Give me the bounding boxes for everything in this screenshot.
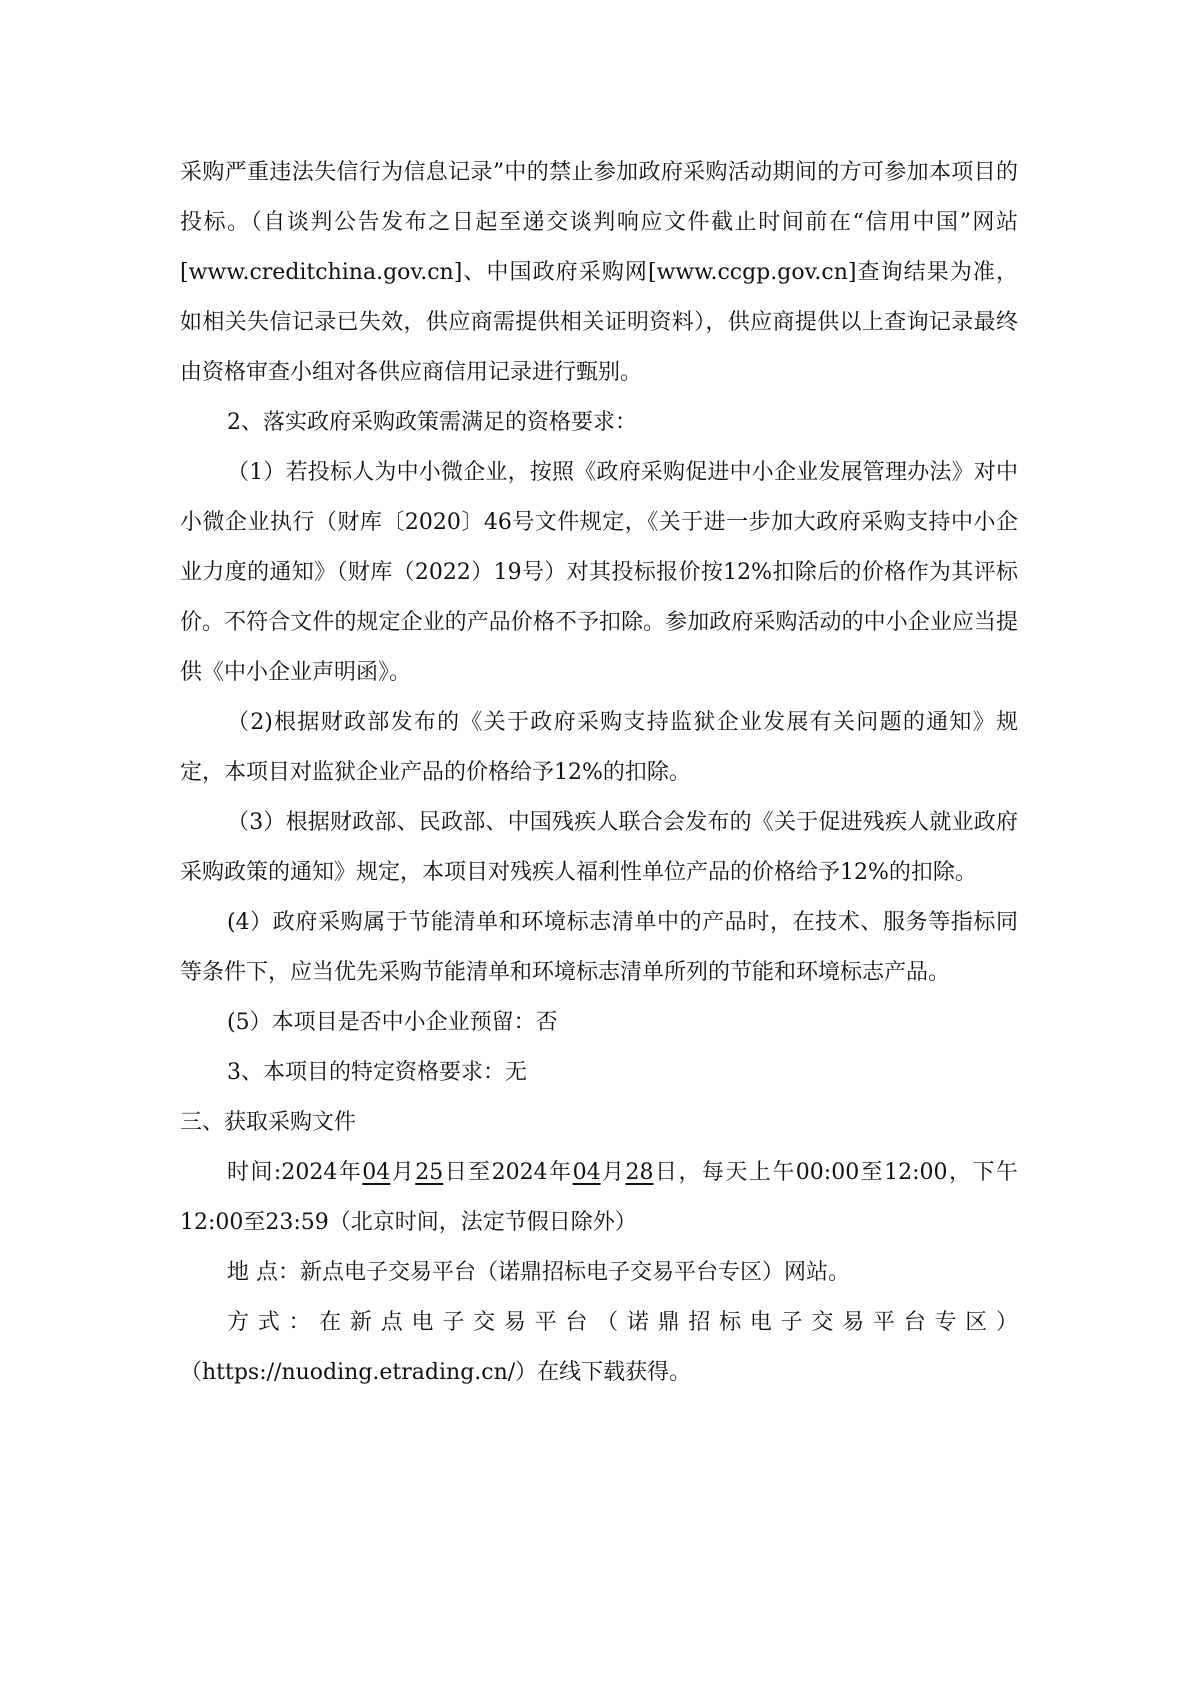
section-heading-obtain-documents: 三、获取采购文件 <box>180 1110 357 1135</box>
sme-reservation-paragraph: (5）本项目是否中小企业预留：否 <box>227 1010 558 1035</box>
start-year: 2024 <box>281 1160 338 1185</box>
month-unit: 月 <box>600 1160 626 1185</box>
end-month: 04 <box>572 1160 601 1185</box>
credit-record-paragraph: 采购严重违法失信行为信息记录”中的禁止参加政府采购活动期间的方可参加本项目的投标。（自谈判公告发布之日起至递交谈判响应文件截止时间前在“信用中国”网站[www.creditchina.gov.cn]、中国政府采购网[www.ccgp.gov.cn]查询结果为准，如相关失信记录已失效，供应商需提供相关证明资料），供应商提供以上查询记录最终由资格审查小组对各供应商信用记录进行甄别。 <box>180 160 1018 385</box>
energy-saving-paragraph: (4）政府采购属于节能清单和环境标志清单中的产品时，在技术、服务等指标同等条件下，应当优先采购节能清单和环境标志清单所列的节能和环境标志产品。 <box>180 910 1018 985</box>
policy-requirements-heading: 2、落实政府采购政策需满足的资格要求： <box>227 410 637 435</box>
end-year: 2024 <box>491 1160 548 1185</box>
method-paragraph-line2: （https://nuoding.etrading.cn/）在线下载获得。 <box>180 1360 692 1385</box>
time-label: 时间: <box>227 1160 282 1185</box>
time-paragraph <box>180 1148 1018 1248</box>
specific-requirements-paragraph: 3、本项目的特定资格要求：无 <box>227 1060 527 1085</box>
start-day: 25 <box>415 1160 444 1185</box>
document-body <box>180 148 1018 1398</box>
month-unit: 月 <box>390 1160 416 1185</box>
day-to-text: 日至 <box>443 1160 492 1185</box>
sme-policy-paragraph: （1）若投标人为中小微企业，按照《政府采购促进中小企业发展管理办法》对中小微企业执行（财库〔2020〕46号文件规定，《关于进一步加大政府采购支持中小企业力度的通知》（财库（2022）19号）对其投标报价按12%扣除后的价格作为其评标价。不符合文件的规定企业的产品价格不予扣除。参加政府采购活动的中小企业应当提供《中小企业声明函》。 <box>180 460 1018 685</box>
time-rest: 日，每天上午00:00至12:00，下午12:00至23:59（北京时间，法定节假日除外） <box>180 1160 1018 1235</box>
year-unit: 年 <box>337 1160 363 1185</box>
method-paragraph-line1: 方式：在新点电子交易平台（诺鼎招标电子交易平台专区） <box>227 1310 1018 1335</box>
start-month: 04 <box>362 1160 391 1185</box>
location-paragraph: 地 点：新点电子交易平台（诺鼎招标电子交易平台专区）网站。 <box>227 1260 850 1285</box>
prison-enterprise-paragraph: （2)根据财政部发布的《关于政府采购支持监狱企业发展有关问题的通知》规定，本项目对监狱企业产品的价格给予12%的扣除。 <box>180 710 1018 785</box>
year-unit: 年 <box>547 1160 573 1185</box>
disabled-welfare-paragraph: （3）根据财政部、民政部、中国残疾人联合会发布的《关于促进残疾人就业政府采购政策的通知》规定，本项目对残疾人福利性单位产品的价格给予12%的扣除。 <box>180 810 1018 885</box>
end-day: 28 <box>625 1160 654 1185</box>
